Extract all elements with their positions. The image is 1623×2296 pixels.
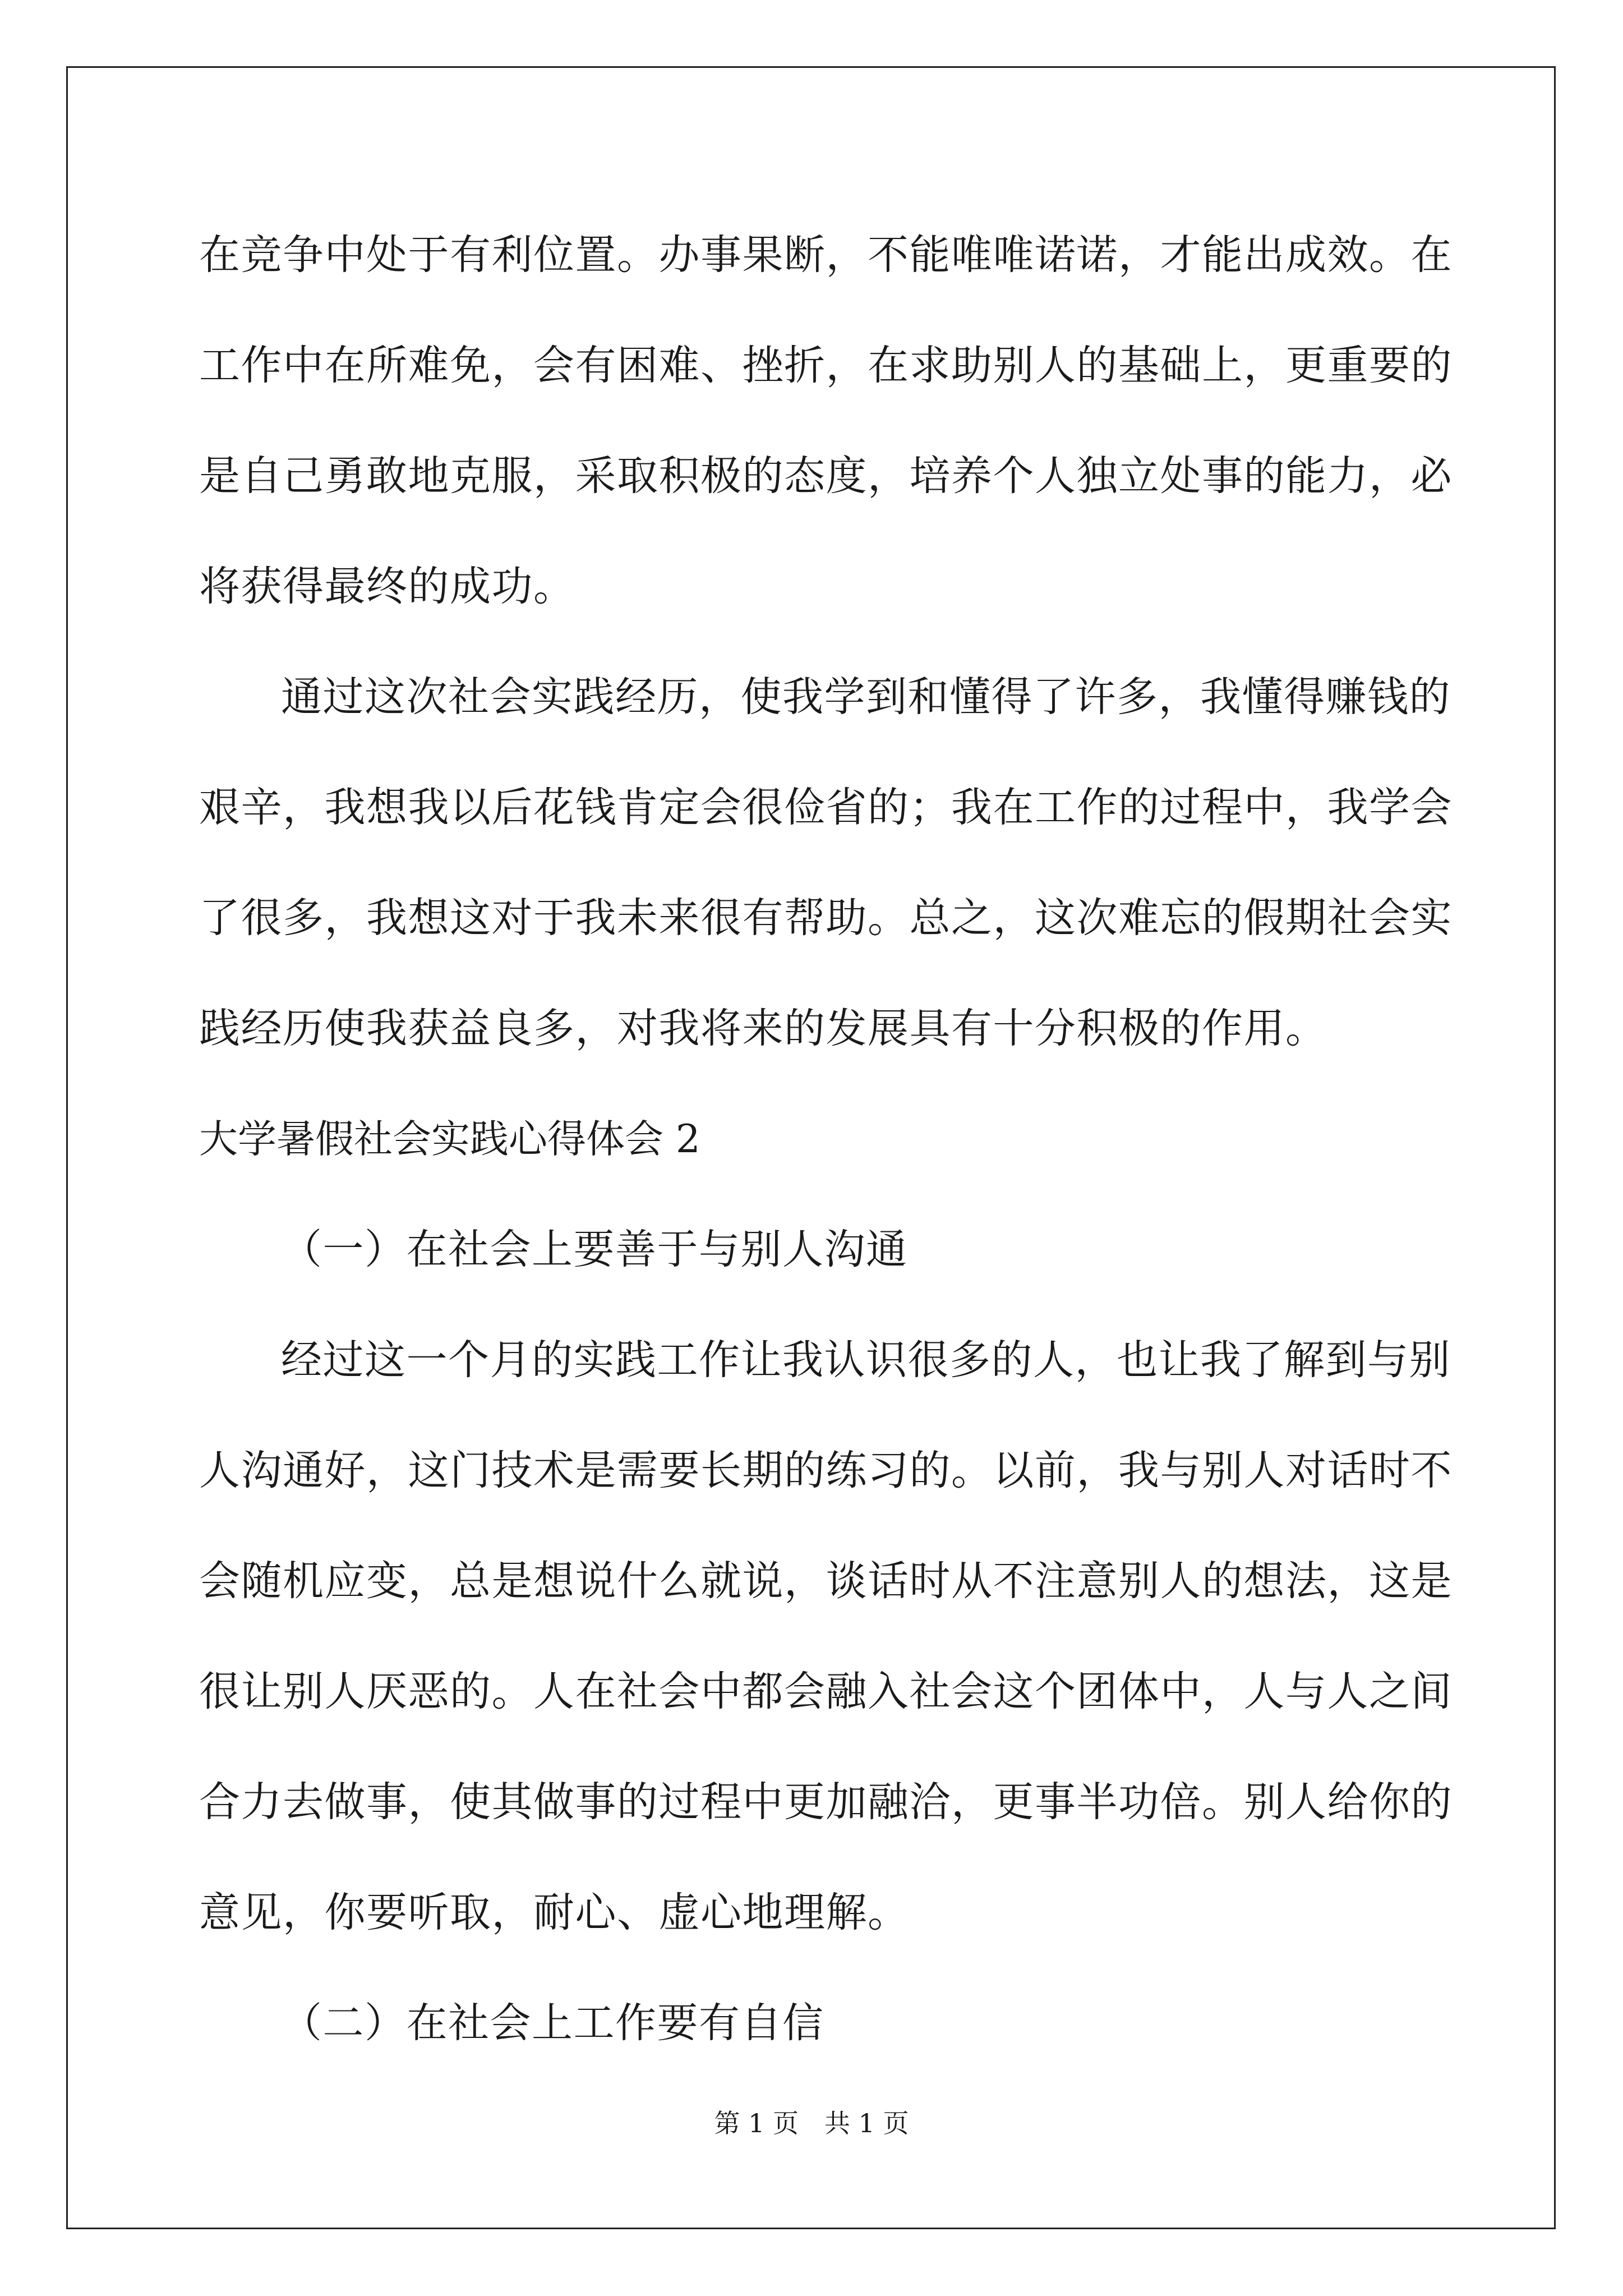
text-line: 合力去做事，使其做事的过程中更加融洽，更事半功倍。别人给你的 <box>199 1778 1453 1826</box>
paragraph-start-line: 经过这一个月的实践工作让我认识很多的人，也让我了解到与别 <box>281 1336 1451 1384</box>
page-number-footer: 第 1 页 共 1 页 <box>714 2108 909 2138</box>
paragraph-start-line: 通过这次社会实践经历，使我学到和懂得了许多，我懂得赚钱的 <box>281 673 1451 721</box>
document-body <box>199 213 1453 2092</box>
section-heading: 大学暑假社会实践心得体会 2 <box>199 1117 700 1162</box>
text-line: 是自己勇敢地克服，采取积极的态度，培养个人独立处事的能力，必 <box>199 452 1453 500</box>
text-line: 在竞争中处于有利位置。办事果断，不能唯唯诺诺，才能出成效。在 <box>199 231 1453 279</box>
text-line: 意见，你要听取，耐心、虚心地理解。 <box>199 1889 910 1936</box>
text-line: 了很多，我想这对于我未来很有帮助。总之，这次难忘的假期社会实 <box>199 894 1453 942</box>
subsection-heading: （二）在社会上工作要有自信 <box>281 1999 824 2047</box>
subsection-heading: （一）在社会上要善于与别人沟通 <box>281 1226 908 1273</box>
text-line: 践经历使我获益良多，对我将来的发展具有十分积极的作用。 <box>199 1005 1327 1052</box>
text-line: 艰辛，我想我以后花钱肯定会很俭省的；我在工作的过程中，我学会 <box>199 784 1453 831</box>
text-line: 会随机应变，总是想说什么就说，谈话时从不注意别人的想法，这是 <box>199 1557 1453 1605</box>
text-line: 将获得最终的成功。 <box>199 563 575 610</box>
text-line: 人沟通好，这门技术是需要长期的练习的。以前，我与别人对话时不 <box>199 1447 1453 1494</box>
text-line: 工作中在所难免，会有困难、挫折，在求助别人的基础上，更重要的 <box>199 342 1453 389</box>
text-line: 很让别人厌恶的。人在社会中都会融入社会这个团体中，人与人之间 <box>199 1668 1453 1715</box>
